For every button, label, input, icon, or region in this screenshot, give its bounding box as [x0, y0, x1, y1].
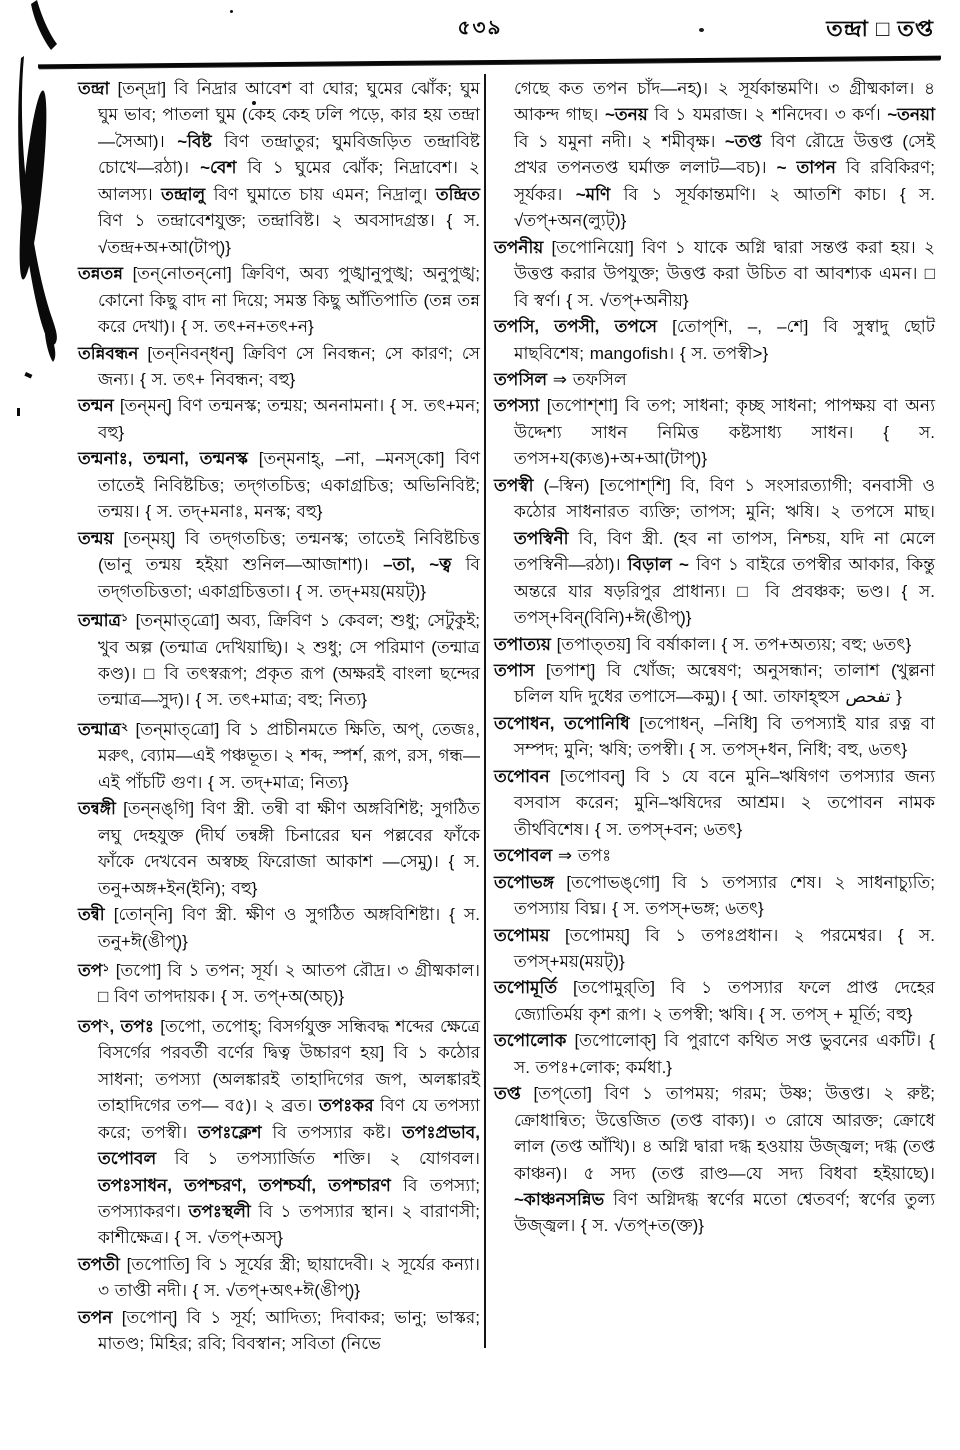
- headword: তপোময়: [494, 925, 550, 945]
- dictionary-entry: [78, 1252, 480, 1305]
- headword: তন্ময়: [78, 528, 114, 548]
- dictionary-entry: [494, 473, 935, 632]
- entry-text: [তন্‌দ্রা] বি নিদ্রার আবেশ বা ঘোর; ঘুমের ঝোঁক; ঘুম ঘুম ভাব; পাতলা ঘুম (কেহ কেহ ঢলি পড়ে, কার হয় তন্দ্রা—সৈআ)।: [98, 79, 480, 151]
- headword: ~ তাপন: [776, 158, 836, 178]
- entry-text: [তন্‌নঙ্‌গি] বিণ স্ত্রী. তন্বী বা ক্ষীণ অঙ্গবিশিষ্ট; সুগঠিত লঘু দেহযুক্ত (দীর্ঘ তন্বঙ্গী চিনারের ঘন পল্লবের ফাঁকে ফাঁকে দেখবেন অস্বচ্ছ ফিরোজা আকাশ —সেমু)। { স. তনু+অঙ্গ+ইন(ইনি); বহু}: [98, 799, 480, 898]
- entry-text: বিণ রৌদ্রে উত্তপ্ত (সেই প্রখর তপনতপ্ত ঘর্মাক্ত ললাট—বচ)।: [514, 131, 935, 178]
- entry-text: বি ১ সূর্যকান্তমণি। ২ আতশি কাচ। { স. √তপ্+অন(ল্যুট্)}: [514, 184, 935, 231]
- headword: তপাস: [494, 660, 535, 680]
- column-divider: [484, 74, 486, 1348]
- entry-text: (–স্বিন) [তপোশ্‌শি] বি, বিণ ১ সংসারত্যাগী; বনবাসী ও কঠোর সাধনারত ব্যক্তি; তাপস; মুনি; ঋষি। ২ তপসে মাছ।: [514, 475, 935, 522]
- dictionary-entry: [494, 658, 935, 711]
- dictionary-entry: [78, 76, 480, 261]
- entry-text: [তপো, তপোহ্; বিসর্গযুক্ত সন্ধিবদ্ধ শব্দের ক্ষেত্রে বিসর্গের পরবর্তী বর্ণের দ্বিত্ব উচ্চারণ হয়] বি ১ কঠোর সাধনা; তপস্যা (অলঙ্কারই তাহাদিগের জপ, অলঙ্কারই তাহাদিগের তপ— ব৫)। ২ ব্রত।: [98, 1016, 480, 1116]
- headword: তন্বঙ্গী: [78, 799, 116, 819]
- entry-text: [তোপ্‌শি, –, –শে] বি সুস্বাদু ছোট মাছবিশেষ; mangofish। { স. তপস্বী>}: [514, 317, 936, 363]
- headword: তপোমূর্তি: [494, 978, 558, 998]
- dictionary-entry: [494, 314, 935, 367]
- dictionary-entry: [494, 923, 935, 976]
- headword: তন্মাত্র: [78, 611, 122, 631]
- headword: তপোভঙ্গ: [494, 872, 554, 892]
- entry-text: [তপো] বি ১ তপন; সূর্য। ২ আতপ রৌদ্র। ৩ গ্রীষ্মকাল। □ বিণ তাপদায়ক। { স. তপ্+অ(অচ্)}: [98, 960, 480, 1007]
- entry-text: [তপোধন্, –নিধি] বি তপস্যাই যার রত্ন বা সম্পদ; মুনি; ঋষি; তপস্বী। { স. তপস্+ধন, নিধি; বহু, ৬তৎ}: [514, 713, 935, 760]
- dictionary-entry: [78, 605, 480, 714]
- entry-text: [তপোবন্] বি ১ যে বনে মুনি–ঋষিগণ তপস্যার জন্য বসবাস করেন; মুনি–ঋষিদের আশ্রম। ২ তপোবন নামক তীর্থবিশেষ। { স. তপস্+বন; ৬তৎ}: [514, 766, 935, 839]
- headword: তপস্যা: [494, 396, 540, 416]
- entry-text: বি তদ্‌গতচিত্ততা; একাগ্রচিত্ততা। { স. তদ্+ময়(ময়ট্)}: [98, 555, 480, 601]
- headword: ~বিষ্ট: [177, 131, 212, 151]
- ink-speck-artifact: [252, 101, 256, 105]
- headword: তপঃস্থলী: [188, 1202, 251, 1222]
- headword: তপোলোক: [494, 1031, 567, 1051]
- headword: তপোবল: [494, 846, 553, 866]
- headword: তপস্বিনী: [514, 528, 569, 548]
- dictionary-entry: [78, 341, 480, 394]
- headword: তপঃপ্রভাব, তপোবল: [98, 1122, 480, 1169]
- headword: ~কাঞ্চনসন্নিভ: [514, 1190, 605, 1210]
- entry-text: ২: [121, 720, 129, 733]
- dictionary-entry: [494, 367, 935, 393]
- right-column: [494, 76, 935, 1240]
- dictionary-entry: [494, 632, 935, 658]
- headword: তপ্ত: [494, 1084, 521, 1104]
- entry-text: [তন্‌নোতন্‌নো] ক্রিবিণ, অব্য পুঙ্খানুপুঙ্খ; অনুপুঙ্খ; কোনো কিছু বাদ না দিয়ে; সমস্ত কিছু আঁতিপাতি (তন্ন তন্ন করে দেখা)। { স. তৎ+ন+তৎ+ন}: [98, 264, 480, 337]
- headword: তপসিল: [494, 369, 548, 389]
- dictionary-entry: [494, 1028, 935, 1081]
- entry-text: বিণ ১ বাইরে তপস্বীর আকার, কিন্তু অন্তরে যার ষড়রিপুর প্রাধান্য। □ বি প্রবঞ্চক; ভণ্ড। { স. তপস্+বিন্(বিনি)+ঈ(ঙীপ্)}: [514, 555, 935, 628]
- ink-dot-artifact: [699, 28, 704, 32]
- headword: তপনীয়: [494, 237, 544, 257]
- dictionary-entry: [494, 764, 935, 843]
- headword: তন্দ্রালু: [161, 184, 206, 204]
- headword: তপসি, তপসী, তপসে: [494, 317, 657, 337]
- dictionary-entry: [78, 261, 480, 340]
- headword: তপোবন: [494, 766, 550, 786]
- headword: তন্দ্রিত: [435, 184, 480, 204]
- headword: তপঃক্লেশ: [198, 1122, 262, 1142]
- headword: তপস্বী: [494, 475, 534, 495]
- entry-text: [তপাশ্] বি খোঁজ; অন্বেষণ; অনুসন্ধান; তালাশ (খুল্লনা চলিল যদি দুধের তপাসে—কমু)। { আ. তাফাহ্‌হুস تفحص }: [514, 660, 935, 707]
- headword: ~তপ্ত: [724, 131, 762, 151]
- entry-text: [তপোভঙ্‌গো] বি ১ তপস্যার শেষ। ২ সাধনাচ্যুতি; তপস্যায় বিঘ্ন। { স. তপস্+ভঙ্গ; ৬তৎ}: [514, 872, 935, 919]
- entry-text: ⇒ তফসিল: [547, 369, 627, 389]
- headword: তন্মাত্র: [78, 719, 122, 739]
- headword: ~তনয়া: [887, 105, 935, 125]
- headword: তন্মন: [78, 396, 114, 416]
- headword: তপোধন, তপোনিধি: [494, 713, 630, 733]
- dictionary-entry: [494, 1081, 935, 1240]
- dictionary-entry: [494, 870, 935, 923]
- headword: তপঃসাধন, তপশ্চরণ, তপশ্চর্যা, তপশ্চারণ: [98, 1175, 391, 1195]
- entry-text: বি তপস্যার কষ্ট।: [261, 1122, 403, 1142]
- entry-text: বি ১ তপস্যার স্থান। ২ বারাণসী; কাশীক্ষেত্র। { স. √তপ্+অস্}: [98, 1202, 480, 1248]
- dictionary-entry: [494, 711, 935, 764]
- headword: তপাত্যয়: [494, 634, 551, 654]
- headword: তপন: [78, 1307, 113, 1327]
- entry-text: গেছে কত তপন চাঁদ—নহ)। ২ সূর্যকান্তমণি। ৩ গ্রীষ্মকাল। ৪ আকন্দ গাছ।: [514, 79, 935, 125]
- entry-text: [তপোনিয়ো] বিণ ১ যাকে অগ্নি দ্বারা সন্তপ্ত করা হয়। ২ উত্তপ্ত করার উপযুক্ত; উত্তপ্ত করা উচিত বা আবশ্যক এমন। □ বি স্বর্ণ। { স. √তপ্+অনীয়}: [514, 237, 935, 310]
- entry-text: [তন্‌মাত্‌ত্রো] বি ১ প্রাচীনমতে ক্ষিতি, অপ্, তেজঃ, মরুৎ, ব্যোম—এই পঞ্চভূত। ২ শব্দ, স্পর্শ, রূপ, রস, গন্ধ—এই পাঁচটি গুণ। { স. তদ্+মাত্র; নিত্য}: [98, 719, 481, 792]
- headword: তন্বী: [78, 905, 105, 925]
- entry-text: [তন্‌মনাহ্, –না, –মনস্‌কো] বিণ তাতেই নিবিষ্টচিত্ত; তদ্‌গতচিত্ত; একাগ্রচিত্ত; অভিনিবিষ্ট; তন্ময়। { স. তদ্+মনাঃ, মনস্ক; বহু}: [98, 449, 480, 522]
- headword: তপতী: [78, 1254, 120, 1274]
- dictionary-entry: [494, 843, 935, 869]
- entry-text: [তপোময়্] বি ১ তপঃপ্রধান। ২ পরমেশ্বর। { স. তপস্+ময়(ময়ট্)}: [514, 925, 935, 971]
- entry-text: ২: [102, 1017, 110, 1030]
- entry-text: বি ১ যমরাজ। ২ শনিদেব। ৩ কর্ণ।: [647, 105, 888, 125]
- dictionary-entry: [78, 1011, 480, 1252]
- headword: তপ: [78, 960, 103, 980]
- entry-text: [তপোমুর্‌তি] বি ১ তপস্যার ফলে প্রাপ্ত দেহের জ্যোতির্ময় কৃশ রূপ। ২ তপস্বী; ঋষি। { স. তপস্ + মূর্তি; বহু}: [514, 978, 935, 1024]
- entry-text: বিণ ১ তন্দ্রাবেশযুক্ত; তন্দ্রাবিষ্ট। ২ অবসাদগ্রস্ত। { স. √তন্দ্র+অ+আ(টাপ্)}: [98, 211, 480, 257]
- headword: ~বেশ: [200, 158, 237, 178]
- entry-text: বিণ যে তপস্যা করে; তপস্বী।: [98, 1096, 480, 1142]
- headword: তন্নতন্ন: [78, 264, 123, 284]
- page-number: ৫৩৯: [457, 17, 503, 39]
- entry-text: [তপোশ্‌শা] বি তপ; সাধনা; কৃচ্ছ সাধনা; পাপক্ষয় বা অন্য উদ্দেশ্য সাধন নিমিত্ত কষ্টসাধ্য সাধন। { স. তপস+য(ক্যঙ)+অ+আ(টাপ্)}: [514, 396, 935, 469]
- guide-words: তন্দ্রা □ তপ্ত: [826, 16, 934, 41]
- left-column: [78, 76, 480, 1358]
- dictionary-entry: [78, 446, 480, 525]
- entry-text: বিণ অগ্নিদগ্ধ স্বর্ণের মতো শ্বেতবর্ণ; স্বর্ণের তুল্য উজ্জ্বল। { স. √তপ্+ত(ক্ত)}: [514, 1190, 935, 1236]
- entry-text: [তন্‌মাত্‌ত্রো] অব্য, ক্রিবিণ ১ কেবল; শুধু; সেটুকুই; খুব অল্প (তন্মাত্র দেখিয়াছি)। ২ শুধু; সে পরিমাণ (তন্মাত্র কণ্ড)। □ বি তৎস্বরূপ; প্রকৃত রূপ (অক্ষরই বাংলা ছন্দের তন্মাত্র—সুদ)। { স. তৎ+মাত্র; বহু; নিত্য}: [98, 611, 480, 710]
- dictionary-entry: [494, 235, 935, 314]
- entry-text: ⇒ তপঃ: [552, 846, 612, 866]
- headword: বিড়াল ~: [627, 555, 689, 575]
- entry-text: [তন্‌মন্] বিণ তন্মনস্ক; তন্ময়; অননামনা। { স. তৎ+মন; বহু}: [98, 396, 480, 442]
- headword: ~তনয়: [604, 105, 648, 125]
- entry-text: বি ১ তপস্যার্জিত শক্তি। ২ যোগবল।: [156, 1149, 480, 1169]
- entry-text: [তপোন্] বি ১ সূর্য; আদিত্য; দিবাকর; ভানু; ভাস্কর; মাতণ্ড; মিহির; রবি; বিবস্বান; সবিতা (নিভে: [98, 1307, 480, 1354]
- entry-text: বিণ ঘুমাতে চায় এমন; নিদ্রালু।: [205, 184, 436, 204]
- headword: –তা, ~ত্ব: [383, 555, 452, 575]
- dictionary-entry: [78, 526, 480, 605]
- entry-text: বি ১ যমুনা নদী। ২ শমীবৃক্ষ।: [514, 131, 725, 151]
- header-rule: [38, 56, 941, 69]
- dictionary-entry: [78, 714, 480, 796]
- ink-speck-artifact: [230, 10, 233, 13]
- entry-text: [তপ্‌তো] বিণ ১ তাপময়; গরম; উষ্ণ; উত্তপ্ত। ২ রুষ্ট; ক্রোধান্বিত; উত্তেজিত (তপ্ত বাক্য)। ৩ রোষে আরক্ত; ক্রোধে লাল (তপ্ত আঁখি)। ৪ অগ্নি দ্বারা দগ্ধ হওয়ায় উজ্জ্বল; দগ্ধ (তপ্ত কাঞ্চন)। ৫ সদ্য (তপ্ত রাণ্ড—যে সদ্য বিধবা হইয়াছে)।: [514, 1084, 935, 1183]
- headword: তন্মনাঃ, তন্মনা, তন্মনস্ক: [78, 449, 248, 469]
- headword: তন্নিবন্ধন: [78, 343, 139, 363]
- entry-text: বি তপস্যা; তপস্যাকরণ।: [98, 1175, 480, 1222]
- dictionary-entry: [494, 975, 935, 1028]
- headword: তপঃকর: [319, 1096, 374, 1116]
- dictionary-entry: [494, 393, 935, 472]
- dictionary-entry: [494, 76, 935, 235]
- headword: , তপঃ: [109, 1016, 154, 1036]
- entry-text: বি ১ ঘুমের ঝোঁক; নিদ্রাবেশ। ২ আলস্য।: [98, 158, 480, 204]
- entry-text: [তন্‌ময়্] বি তদ্‌গতচিত্ত; তন্মনস্ক; তাতেই নিবিষ্টচিত্ত (ভানু তন্ময় হইয়া শুনিল—আজাশা)।: [98, 528, 480, 575]
- dictionary-entry: [78, 1305, 480, 1358]
- entry-text: বি রবিকিরণ; সূর্যকর।: [514, 158, 935, 204]
- headword: তন্দ্রা: [78, 79, 110, 98]
- dictionary-entry: [78, 902, 480, 955]
- entry-text: [তপোলোক্] বি পুরাণে কথিত সপ্ত ভুবনের একটি। { স. তপঃ+লোক; কর্মধা.}: [514, 1031, 935, 1077]
- headword: ~মণি: [575, 184, 611, 204]
- dictionary-entry: [78, 796, 480, 902]
- dictionary-entry: [78, 393, 480, 446]
- entry-text: [তপাত্‌তয়] বি বর্ষাকাল। { স. তপ+অত্যয়; বহু; ৬তৎ}: [550, 634, 912, 654]
- entry-text: [তোন্‌নি] বিণ স্ত্রী. ক্ষীণ ও সুগঠিত অঙ্গবিশিষ্টা। { স. তনু+ঈ(ঙীপ্)}: [98, 905, 480, 951]
- entry-text: ১: [121, 612, 129, 625]
- entry-text: [তন্‌নিবন্‌ধন্] ক্রিবিণ সে নিবন্ধন; সে কারণ; সে জন্য। { স. তৎ+ নিবন্ধন; বহু}: [98, 343, 480, 389]
- entry-text: ১: [102, 961, 110, 974]
- entry-text: [তপোতি] বি ১ সূর্যের স্ত্রী; ছায়াদেবী। ২ সূর্যের কন্যা। ৩ তাপ্তী নদী। { স. √তপ্+অৎ+ঈ(ঙীপ্)}: [98, 1254, 480, 1301]
- entry-text: বিণ তন্দ্রাতুর; ঘুমবিজড়িত তন্দ্রাবিষ্ট চোখে—রঠা)।: [98, 131, 480, 178]
- dictionary-entry: [78, 955, 480, 1011]
- headword: তপ: [78, 1016, 103, 1036]
- entry-text: বি, বিণ স্ত্রী. (হব না তাপস, নিশ্চয়, যদি না মেলে তপস্বিনী—রঠা)।: [514, 528, 935, 575]
